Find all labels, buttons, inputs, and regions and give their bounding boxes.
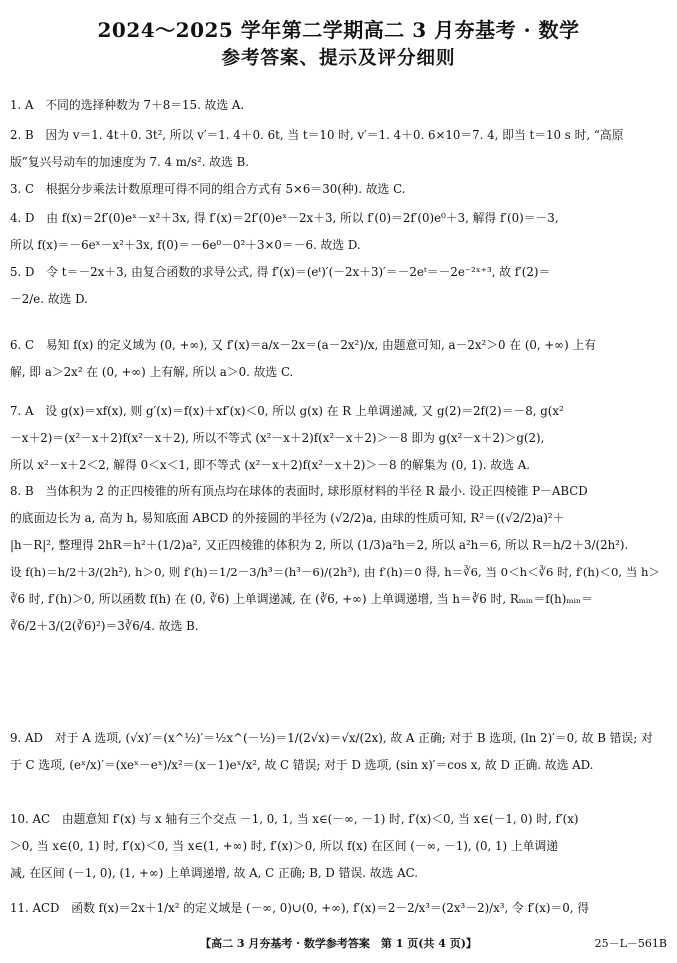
answer-item — [10, 259, 667, 313]
answer-item — [10, 398, 667, 479]
answer-item — [10, 122, 667, 176]
page-title: 2024～2025 学年第二学期高二 3 月夯基考 · 数学 — [97, 18, 580, 42]
answer-item — [10, 92, 667, 119]
answer-line: 1. A 不同的选择种数为 7＋8＝15. 故选 A. — [10, 98, 245, 112]
answer-line: 6. C 易知 f(x) 的定义域为 (0, +∞), 又 f′(x)＝a/x－2x＝(a－2x²)/x, 由题意可知, a－2x²＞0 在 (0, +∞) 上有 — [10, 338, 597, 352]
answer-line: －x＋2)＝(x²－x＋2)f(x²－x＋2), 所以不等式 (x²－x＋2)f(x²－x＋2)＞－8 即为 g(x²－x＋2)＞g(2), — [10, 431, 545, 445]
answer-line: 版”复兴号动车的加速度为 7. 4 m/s². 故选 B. — [10, 155, 250, 169]
answer-line: 所以 f(x)＝－6eˣ－x²＋3x, f(0)＝－6e⁰－0²＋3×0＝－6. 故选 D. — [10, 238, 361, 252]
answer-line: 解, 即 a＞2x² 在 (0, +∞) 上有解, 所以 a＞0. 故选 C. — [10, 365, 294, 379]
footer-page-info: 【高二 3 月夯基考 · 数学参考答案 第 1 页(共 4 页)】 — [200, 937, 477, 950]
answer-item — [10, 895, 667, 922]
answer-line: |h－R|², 整理得 2hR＝h²＋(1/2)a², 又正四棱锥的体积为 2, 所以 (1/3)a²h＝2, 所以 a²h＝6, 所以 R＝h/2＋3/(2h²). — [10, 538, 629, 552]
answer-line: 于 C 选项, (eˣ/x)′＝(xeˣ－eˣ)/x²＝(x－1)eˣ/x², 故 C 错误; 对于 D 选项, (sin x)′＝cos x, 故 D 正确. 故选 AD. — [10, 758, 594, 772]
answer-line: 3. C 根据分步乘法计数原理可得不同的组合方式有 5×6＝30(种). 故选 C. — [10, 182, 406, 196]
answer-item — [10, 332, 667, 386]
answer-item — [10, 176, 667, 203]
answer-line: 10. AC 由题意知 f′(x) 与 x 轴有三个交点 －1, 0, 1, 当 x∈(－∞, －1) 时, f′(x)＜0, 当 x∈(－1, 0) 时, f′(x) — [10, 812, 579, 826]
answer-line: 11. ACD 函数 f(x)＝2x＋1/x² 的定义域是 (－∞, 0)∪(0, +∞), f′(x)＝2－2/x³＝(2x³－2)/x³, 令 f′(x)＝0, 得 — [10, 901, 590, 915]
answer-item — [10, 725, 667, 779]
answer-line: 所以 x²－x＋2＜2, 解得 0＜x＜1, 即不等式 (x²－x＋2)f(x²－x＋2)＞－8 的解集为 (0, 1). 故选 A. — [10, 458, 530, 472]
answer-line: 设 f(h)＝h/2＋3/(2h²), h＞0, 则 f′(h)＝1/2－3/h³＝(h³－6)/(2h³), 由 f′(h)＝0 得, h＝∛6, 当 0＜h＜∛6 时, f′(h)＜0, 当 h＞ — [10, 565, 661, 579]
answer-line: 减, 在区间 (－1, 0), (1, +∞) 上单调递增, 故 A, C 正确; B, D 错误. 故选 AC. — [10, 866, 418, 880]
answer-item — [10, 806, 667, 887]
answer-line: ∛6 时, f′(h)＞0, 所以函数 f(h) 在 (0, ∛6) 上单调递减, 在 (∛6, +∞) 上单调递增, 当 h＝∛6 时, Rₘᵢₙ＝f(h)ₘᵢₙ＝ — [10, 592, 593, 606]
answer-line: 2. B 因为 v＝1. 4t＋0. 3t², 所以 v′＝1. 4＋0. 6t, 当 t＝10 时, v′＝1. 4＋0. 6×10＝7. 4, 即当 t＝10 s 时, “高原 — [10, 128, 624, 142]
footer-code: 25－L－561B — [594, 937, 667, 950]
answer-item — [10, 205, 667, 259]
answer-line: ＞0, 当 x∈(0, 1) 时, f′(x)＜0, 当 x∈(1, +∞) 时, f′(x)＞0, 所以 f(x) 在区间 (－∞, －1), (0, 1) 上单调递 — [10, 839, 559, 853]
answer-line: 9. AD 对于 A 选项, (√x)′＝(x^½)′＝½x^(－½)＝1/(2√x)＝√x/(2x), 故 A 正确; 对于 B 选项, (ln 2)′＝0, 故 B 错误; 对 — [10, 731, 653, 745]
answer-line: 7. A 设 g(x)＝xf(x), 则 g′(x)＝f(x)＋xf′(x)＜0, 所以 g(x) 在 R 上单调递减, 又 g(2)＝2f(2)＝－8, g(x² — [10, 404, 564, 418]
answer-line: －2/e. 故选 D. — [10, 292, 88, 306]
answer-line: 8. B 当体积为 2 的正四棱锥的所有顶点均在球体的表面时, 球形原材料的半径 R 最小. 设正四棱锥 P－ABCD — [10, 484, 588, 498]
answer-line: 的底面边长为 a, 高为 h, 易知底面 ABCD 的外接圆的半径为 (√2/2)a, 由球的性质可知, R²＝((√2/2)a)²＋ — [10, 511, 565, 525]
answer-line: 4. D 由 f(x)＝2f′(0)eˣ－x²＋3x, 得 f′(x)＝2f′(0)eˣ－2x＋3, 所以 f′(0)＝2f′(0)e⁰＋3, 解得 f′(0)＝－3, — [10, 211, 559, 225]
answer-line: 5. D 令 t＝－2x＋3, 由复合函数的求导公式, 得 f′(x)＝(eᵗ)′(－2x＋3)′＝－2eᵗ＝－2e⁻²ˣ⁺³, 故 f′(2)＝ — [10, 265, 551, 279]
answer-item — [10, 478, 667, 640]
page-subtitle: 参考答案、提示及评分细则 — [221, 48, 456, 69]
answer-line: ∛6/2＋3/(2(∛6)²)＝3∛6/4. 故选 B. — [10, 619, 199, 633]
